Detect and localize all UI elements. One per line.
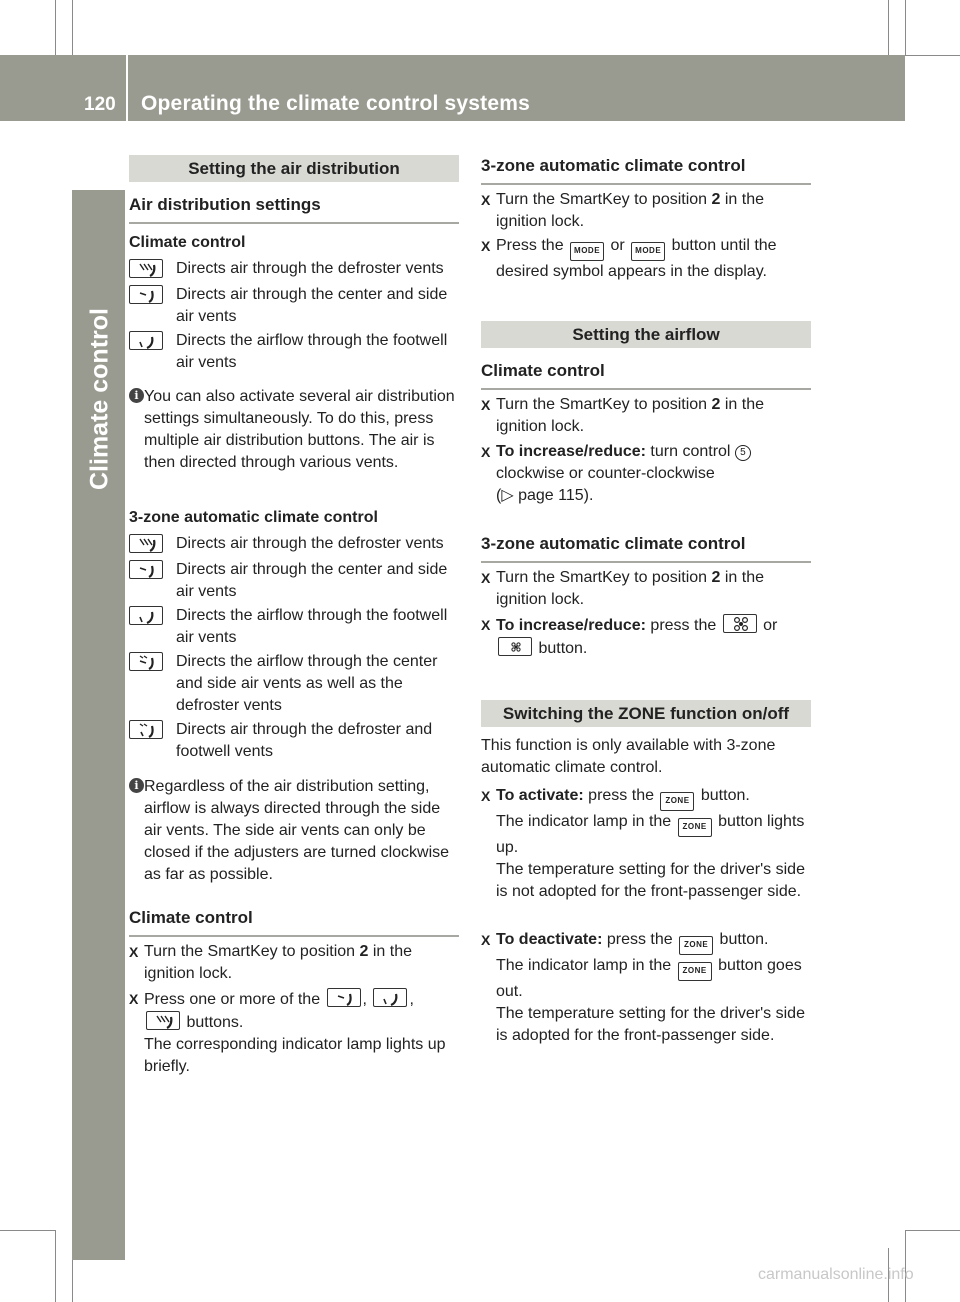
crop-mark [905, 0, 906, 55]
page-number: 120 [84, 94, 116, 115]
crop-mark [72, 0, 73, 55]
crop-mark [888, 0, 889, 55]
list-item-text: Directs the airflow through the center and side air vents as well as the defroster vents [176, 653, 438, 714]
crop-mark [905, 55, 960, 56]
center-side-vent-icon [129, 560, 163, 579]
step-arrow-icon: X [481, 444, 491, 460]
mode-down-button-icon: MODE [631, 242, 665, 261]
zone-button-icon: ZONE [679, 936, 713, 955]
step-arrow-icon: X [481, 570, 491, 586]
step-arrow-icon: X [481, 192, 491, 208]
list-item-text: Directs air through the center and side air vents [176, 561, 448, 600]
step-text: Turn the SmartKey to position 2 in the ignition lock. [496, 396, 765, 435]
step-text: To increase/reduce: press the or button. [496, 614, 812, 660]
center-side-vent-icon [327, 988, 361, 1007]
step-text: Turn the SmartKey to position 2 in the ignition lock. [144, 943, 413, 982]
crop-mark [0, 1230, 56, 1231]
step-arrow-icon: X [129, 944, 139, 960]
zone-button-icon: ZONE [660, 792, 694, 811]
info-text: You can also activate several air distribution settings simultaneously. To do this, press multiple air distribution buttons. The air is then directed through various vents. [144, 388, 455, 471]
defrost-vent-icon [129, 259, 163, 278]
fan-decrease-icon [498, 637, 532, 656]
info-icon: i [129, 388, 144, 403]
crop-mark [55, 0, 56, 55]
control-5-icon: 5 [735, 445, 751, 461]
step-arrow-icon: X [481, 617, 491, 633]
minor-heading: Climate control [129, 234, 246, 251]
minor-heading: 3-zone automatic climate control [129, 509, 378, 526]
list-item-text: Directs air through the defroster vents [176, 260, 444, 277]
fan-increase-icon [723, 614, 757, 633]
zone-button-icon: ZONE [678, 962, 712, 981]
crop-mark [55, 1230, 56, 1302]
subhead: Climate control [481, 361, 811, 390]
defrost-vent-icon [129, 534, 163, 553]
intro-text: This function is only available with 3-zone automatic climate control. [481, 737, 776, 776]
list-item-text: Directs air through the defroster and footwell vents [176, 721, 433, 760]
footwell-vent-icon [129, 331, 163, 350]
step-text: Press the MODE or MODE button until the desired symbol appears in the display. [496, 237, 777, 280]
zone-button-icon: ZONE [678, 818, 712, 837]
side-tab-label [86, 450, 115, 490]
watermark: carmanualsonline.info [758, 1266, 914, 1283]
section-band: Setting the airflow [481, 321, 811, 348]
page-reference-link[interactable]: (▷ page 115). [496, 487, 594, 504]
step-arrow-icon: X [481, 932, 491, 948]
step-arrow-icon: X [129, 991, 139, 1007]
mode-up-button-icon: MODE [570, 242, 604, 261]
list-item-text: Directs the airflow through the footwell air vents [176, 332, 448, 371]
subhead: Air distribution settings [129, 195, 459, 224]
defrost-vent-icon [146, 1011, 180, 1030]
header-separator [126, 55, 128, 121]
step-text: To increase/reduce: turn control 5 clockwise or counter-clockwise (▷ page 115). [496, 441, 812, 507]
step-text: To deactivate: press the ZONE button. The indicator lamp in the ZONE button goes out. The temperature setting for the driver's side is adopted for the front-passenger side. [496, 931, 805, 1044]
center-side-vent-icon [129, 285, 163, 304]
subhead: Climate control [129, 908, 459, 937]
step-text: Turn the SmartKey to position 2 in the ignition lock. [496, 569, 765, 608]
info-text: Regardless of the air distribution setting, airflow is always directed through the side air vents. The side air vents can only be closed if the adjusters are turned clockwise as far as possible. [144, 778, 450, 883]
center-side-defrost-icon [129, 652, 163, 671]
list-item-text: Directs air through the defroster vents [176, 535, 444, 552]
step-arrow-icon: X [481, 238, 491, 254]
crop-mark [905, 1230, 960, 1231]
step-text: Press one or more of the , , buttons. The corresponding indicator lamp lights up briefly. [144, 988, 460, 1078]
step-arrow-icon: X [481, 788, 491, 804]
list-item-text: Directs the airflow through the footwell air vents [176, 607, 448, 646]
subhead: 3-zone automatic climate control [481, 156, 811, 185]
info-icon: i [129, 778, 144, 793]
footwell-vent-icon [129, 606, 163, 625]
step-arrow-icon: X [481, 397, 491, 413]
defrost-footwell-icon [129, 720, 163, 739]
running-title: Operating the climate control systems [141, 92, 531, 115]
step-text: To activate: press the ZONE button. The indicator lamp in the ZONE button lights up. The temperature setting for the driver's side is not adopted for the front-passenger side. [496, 787, 805, 900]
footwell-vent-icon [373, 988, 407, 1007]
subhead: 3-zone automatic climate control [481, 534, 811, 563]
list-item-text: Directs air through the center and side air vents [176, 286, 448, 325]
step-text: Turn the SmartKey to position 2 in the ignition lock. [496, 191, 765, 230]
section-band: Switching the ZONE function on/off [481, 700, 811, 727]
section-band: Setting the air distribution [129, 155, 459, 182]
